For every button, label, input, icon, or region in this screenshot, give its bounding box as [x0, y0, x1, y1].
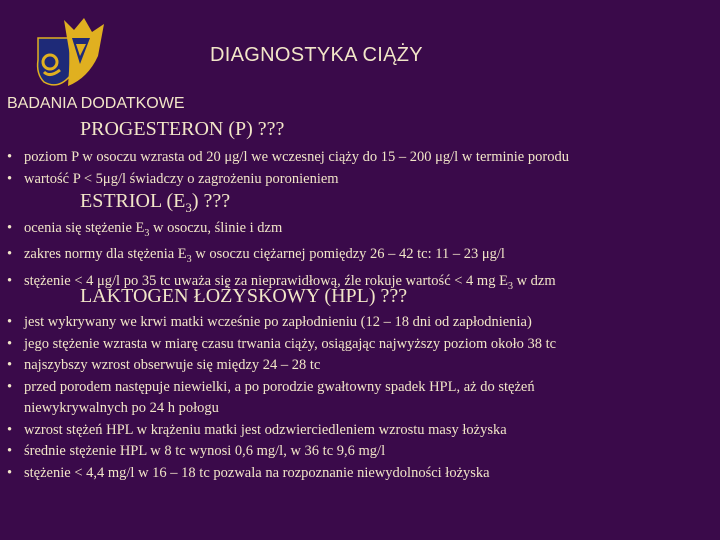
list-item: • jego stężenie wzrasta w miarę czasu trwania ciąży, osiągając najwyższy poziom około 38 tc [7, 334, 556, 356]
list-item [7, 218, 556, 244]
item-sub: 3 [507, 280, 513, 292]
list-item: • stężenie < 4,4 mg/l w 16 – 18 tc pozwala na rozpoznanie niewydolności łożyska [7, 463, 556, 485]
item-text: zakres normy dla stężenia E [24, 246, 187, 263]
item-text: w osoczu, ślinie i dzm [149, 220, 283, 236]
item-text: niewykrywalnych po 24 h połogu [24, 400, 219, 416]
estriol-heading-post: ) ??? [191, 190, 231, 212]
estriol-heading-sub: 3 [185, 200, 192, 215]
item-text: w osoczu ciężarnej pomiędzy 26 – 42 tc: 11 – 23 μg/l [191, 246, 505, 263]
progesteron-heading: PROGESTERON (P) ??? [80, 118, 285, 140]
list-item [7, 244, 556, 270]
crest-logo-icon [30, 16, 110, 96]
list-item: • wartość P < 5μg/l świadczy o zagrożeniu poronieniem [7, 169, 569, 191]
list-item: • wzrost stężeń HPL w krążeniu matki jest odzwierciedleniem wzrostu masy łożyska [7, 420, 556, 442]
item-text: stężenie < 4 μg/l po 35 tc uważa się za nieprawidłową, źle rokuje wartość < 4 mg E [24, 272, 508, 289]
list-item: • jest wykrywany we krwi matki wcześnie po zapłodnieniu (12 – 18 dni od zapłodnienia) [7, 312, 556, 334]
estriol-heading [80, 190, 230, 216]
list-item: • najszybszy wzrost obserwuje się między 24 – 28 tc [7, 355, 556, 377]
item-text: ocenia się stężenie E [24, 220, 145, 236]
item-text: w dzm [512, 272, 556, 289]
list-item: • poziom P w osoczu wzrasta od 20 μg/l we wczesnej ciąży do 15 – 200 μg/l w terminie porodu [7, 147, 569, 169]
item-sub: 3 [144, 227, 150, 239]
laktogen-heading: LAKTOGEN ŁOŻYSKOWY (HPL) ??? [80, 285, 408, 307]
list-item: • średnie stężenie HPL w 8 tc wynosi 0,6 mg/l, w 36 tc 9,6 mg/l [7, 441, 556, 463]
laktogen-list [7, 312, 556, 484]
estriol-heading-pre: ESTRIOL (E [80, 190, 186, 212]
slide-title: DIAGNOSTYKA CIĄŻY [210, 44, 423, 66]
item-sub: 3 [186, 254, 192, 266]
item-text: • przed porodem następuje niewielki, a po porodzie gwałtowny spadek HPL, aż do stężeń [24, 378, 535, 395]
progesteron-list [7, 147, 569, 190]
slide-subtitle: BADANIA DODATKOWE [7, 95, 185, 112]
list-item [7, 377, 556, 420]
